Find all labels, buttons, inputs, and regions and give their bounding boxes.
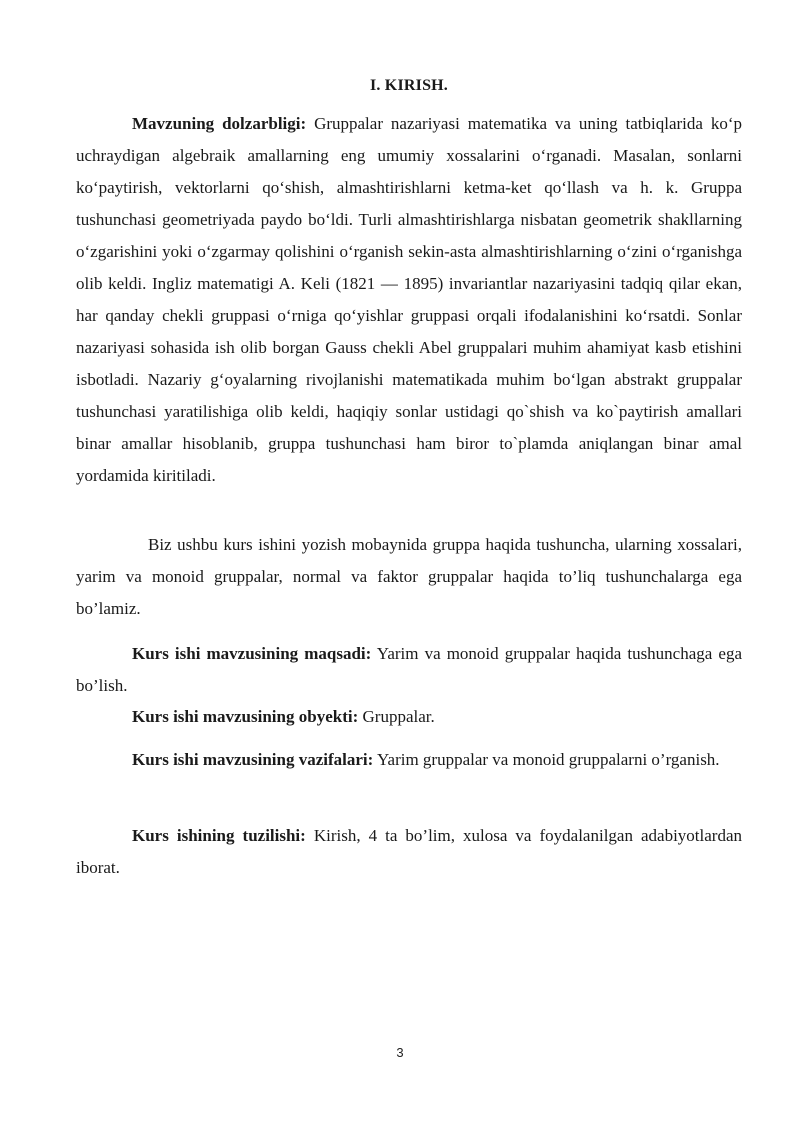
tasks-text: Yarim gruppalar va monoid gruppalarni o’rganish. (373, 750, 720, 769)
relevance-text: Gruppalar nazariyasi matematika va uning tatbiqlarida ko‘p uchraydigan algebraik amallarning eng umumiy xossalarini o‘rganadi. Masalan, sonlarni ko‘paytirish, vektorlarni qo‘shish, almashtirishlarni ketma-ket qo‘llash va h. k. Gruppa tushunchasi geometriyada paydo bo‘ldi. Turli almashtirishlarga nisbatan geometrik shakllarning o‘zgarishini yoki o‘zgarmay qolishini o‘rganish sekin-asta almashtirishlarning o‘zini o‘rganishga olib keldi. Ingliz matematigi A. Keli (1821 — 1895) invariantlar nazariyasini tadqiq qilar ekan, har qanday chekli gruppasi o‘rniga qo‘yishlar gruppasi orqali ifodalanishini ko‘rsatdi. Sonlar nazariyasi sohasida ish olib borgan Gauss chekli Abel gruppalari muhim ahamiyat kasb etishini isbotladi. Nazariy g‘oyalarning rivojlanishi matematikada muhim bo‘lgan abstrakt gruppalar tushunchasi yaratilishiga olib keldi, haqiqiy sonlar ustidagi qo`shish va ko`paytirish amallari binar amallar hisoblanib, gruppa tushunchasi ham biror to`plamda aniqlangan binar amal yordamida kiritiladi. (76, 114, 742, 485)
object-paragraph (76, 701, 742, 733)
structure-text: Kirish, 4 ta bo’lim, xulosa va foydalanilgan adabiyotlardan iborat. (76, 826, 742, 877)
page-number: 3 (396, 1045, 404, 1060)
tasks-label: Kurs ishi mavzusining vazifalari: (132, 750, 374, 769)
goal-label: Kurs ishi mavzusining maqsadi: (132, 644, 372, 663)
intro-paragraph (76, 529, 742, 625)
structure-paragraph (76, 820, 742, 884)
section-heading: I. KIRISH. (369, 77, 449, 94)
intro-text: Biz ushbu kurs ishini yozish mobaynida gruppa haqida tushuncha, ularning xossalari, yarim va monoid gruppalar, normal va faktor gruppalar haqida to’liq tushunchalarga ega bo’lamiz. (76, 535, 742, 618)
tasks-paragraph (76, 744, 742, 776)
object-text: Gruppalar. (358, 707, 435, 726)
structure-label: Kurs ishining tuzilishi: (132, 826, 306, 845)
relevance-paragraph (76, 108, 742, 492)
goal-paragraph (76, 638, 742, 702)
object-label: Kurs ishi mavzusining obyekti: (132, 707, 359, 726)
relevance-label: Mavzuning dolzarbligi: (132, 114, 307, 133)
goal-text: Yarim va monoid gruppalar haqida tushunchaga ega bo’lish. (76, 644, 742, 695)
